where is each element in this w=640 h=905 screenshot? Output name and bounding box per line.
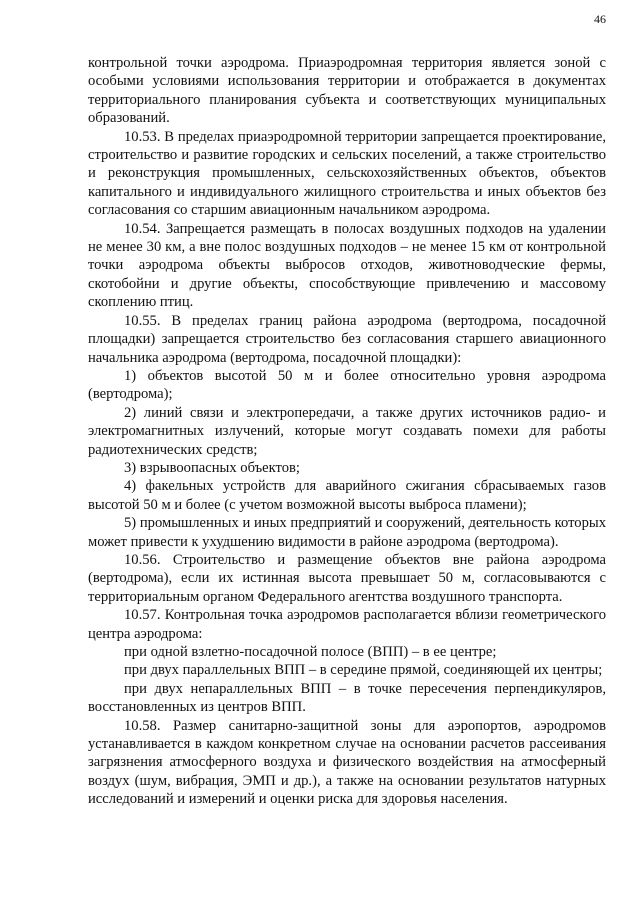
list-item-1: 1) объектов высотой 50 м и более относительно уровня аэродрома (вертодрома); — [88, 367, 606, 403]
paragraph-10-53: 10.53. В пределах приаэродромной территории запрещается проектирование, строительство и развитие городских и сельских поселений, а также строительство и реконструкция промышленных, сельскохозяйственных объектов, объектов капитального и индивидуального жилищного строительства и иных объектов без согласования со старшим авиационным начальником аэродрома. — [88, 128, 606, 219]
runway-case-parallel: при двух параллельных ВПП – в середине прямой, соединяющей их центры; — [124, 662, 603, 679]
paragraph-10-57: 10.57. Контрольная точка аэродромов располагается вблизи геометрического центра аэродрома: — [88, 607, 606, 642]
runway-case-nonparallel: при двух непараллельных ВПП – в точке пересечения перпендикуляров, восстановленных из центров ВПП. — [88, 680, 606, 716]
page-number: 46 — [594, 12, 606, 26]
runway-case-one: при одной взлетно-посадочной полосе (ВПП) – в ее центре; — [124, 644, 497, 660]
list-item-5: 5) промышленных и иных предприятий и сооружений, деятельность которых может привести к ухудшению видимости в районе аэродрома (вертодрома). — [88, 515, 606, 550]
paragraph-10-55: 10.55. В пределах границ района аэродрома (вертодрома, посадочной площадки) запрещается строительство без согласования старшего авиационного начальника аэродрома (вертодрома, посадочной площадки): — [88, 312, 606, 366]
list-item-3: 3) взрывоопасных объектов; — [124, 459, 300, 476]
list-item-4: 4) факельных устройств для аварийного сжигания сбрасываемых газов высотой 50 м и более (с учетом возможной высоты выброса пламени); — [88, 478, 606, 513]
paragraph-10-54: 10.54. Запрещается размещать в полосах воздушных подходов на удалении не менее 30 км, а вне полос воздушных подходов – не менее 15 км от контрольной точки аэродрома объекты выбросов отходов, животноводческие фермы, скотобойни и другие объекты, способствующие привлечению и массовому скоплению птиц. — [88, 220, 606, 311]
paragraph-10-58: 10.58. Размер санитарно-защитной зоны для аэропортов, аэродромов устанавливается в каждом конкретном случае на основании расчетов рассеивания загрязнения атмосферного воздуха и физического воздействия на атмосферный воздух (шум, вибрация, ЭМП и др.), а также на основании результатов натурных исследований и измерений и оценки риска для здоровья населения. — [88, 717, 606, 808]
document-body — [88, 54, 606, 809]
list-item-2: 2) линий связи и электропередачи, а также других источников радио- и электромагнитных излучений, которые могут создавать помехи для работы радиотехнических средств; — [88, 404, 606, 458]
paragraph-continuation: контрольной точки аэродрома. Приаэродромная территория является зоной с особыми условиями использования территории и отображается в документах территориального планирования субъекта и соответствующих муниципальных образований. — [88, 55, 606, 127]
paragraph-10-56: 10.56. Строительство и размещение объектов вне района аэродрома (вертодрома), если их истинная высота превышает 50 м, согласовываются с территориальным органом Федерального агентства воздушного транспорта. — [88, 551, 606, 605]
